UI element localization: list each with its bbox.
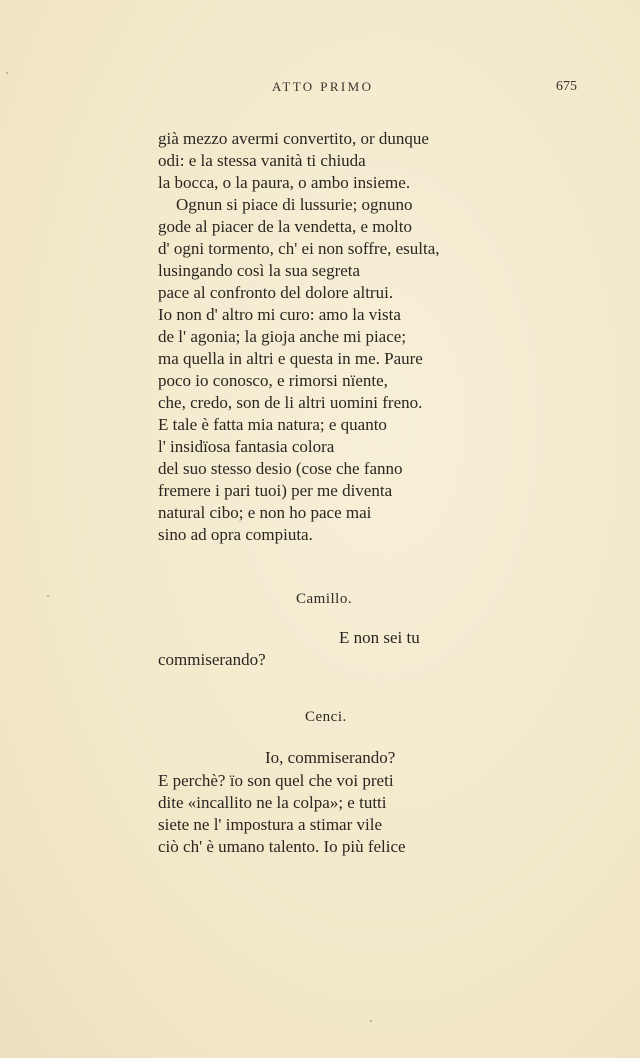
verse-line: Ognun si piace di lussurie; ognuno <box>176 195 413 214</box>
verse-line: lusingando così la sua segreta <box>158 261 361 280</box>
verse-block-1 <box>158 128 498 546</box>
running-title: ATTO PRIMO <box>272 79 374 94</box>
verse-line: del suo stesso desio (cose che fanno <box>158 459 403 478</box>
paper-speck <box>47 595 49 597</box>
verse-line: de l' agonia; la gioja anche mi piace; <box>158 327 407 346</box>
verse-line: natural cibo; e non ho pace mai <box>158 503 372 522</box>
paper-speck <box>370 1020 372 1022</box>
camillo-line-1: E non sei tu <box>339 628 420 647</box>
verse-line: fremere i pari tuoi) per me diventa <box>158 481 393 500</box>
verse-line: odi: e la stessa vanità ti chiuda <box>158 151 366 170</box>
verse-block-2 <box>158 770 498 858</box>
verse-line: siete ne l' impostura a stimar vile <box>158 815 383 834</box>
verse-line: dite «incallito ne la colpa»; e tutti <box>158 793 387 812</box>
verse-line: gode al piacer de la vendetta, e molto <box>158 217 412 236</box>
running-head <box>0 79 640 99</box>
speaker-cenci: Cenci. <box>305 709 347 725</box>
cenci-line-1: Io, commiserando? <box>265 748 396 767</box>
verse-line: pace al confronto del dolore altrui. <box>158 283 394 302</box>
verse-line: ciò ch' è umano talento. Io più felice <box>158 837 406 856</box>
verse-line: già mezzo avermi convertito, or dunque <box>158 129 429 148</box>
paper-speck <box>6 72 8 74</box>
verse-line: l' insidïosa fantasia colora <box>158 437 335 456</box>
verse-line: E perchè? ïo son quel che voi preti <box>158 771 394 790</box>
verse-line: sino ad opra compiuta. <box>158 525 313 544</box>
verse-line: ma quella in altri e questa in me. Paure <box>158 349 423 368</box>
verse-line: Io non d' altro mi curo: amo la vista <box>158 305 401 324</box>
camillo-line-2: commiserando? <box>158 650 266 669</box>
verse-line: che, credo, son de li altri uomini freno. <box>158 393 423 412</box>
verse-line: la bocca, o la paura, o ambo insieme. <box>158 173 411 192</box>
verse-line: E tale è fatta mia natura; e quanto <box>158 415 387 434</box>
page-number: 675 <box>556 79 577 94</box>
verse-line: d' ogni tormento, ch' ei non soffre, esulta, <box>158 239 440 258</box>
verse-line: poco io conosco, e rimorsi nïente, <box>158 371 388 390</box>
speaker-camillo: Camillo. <box>296 591 353 607</box>
